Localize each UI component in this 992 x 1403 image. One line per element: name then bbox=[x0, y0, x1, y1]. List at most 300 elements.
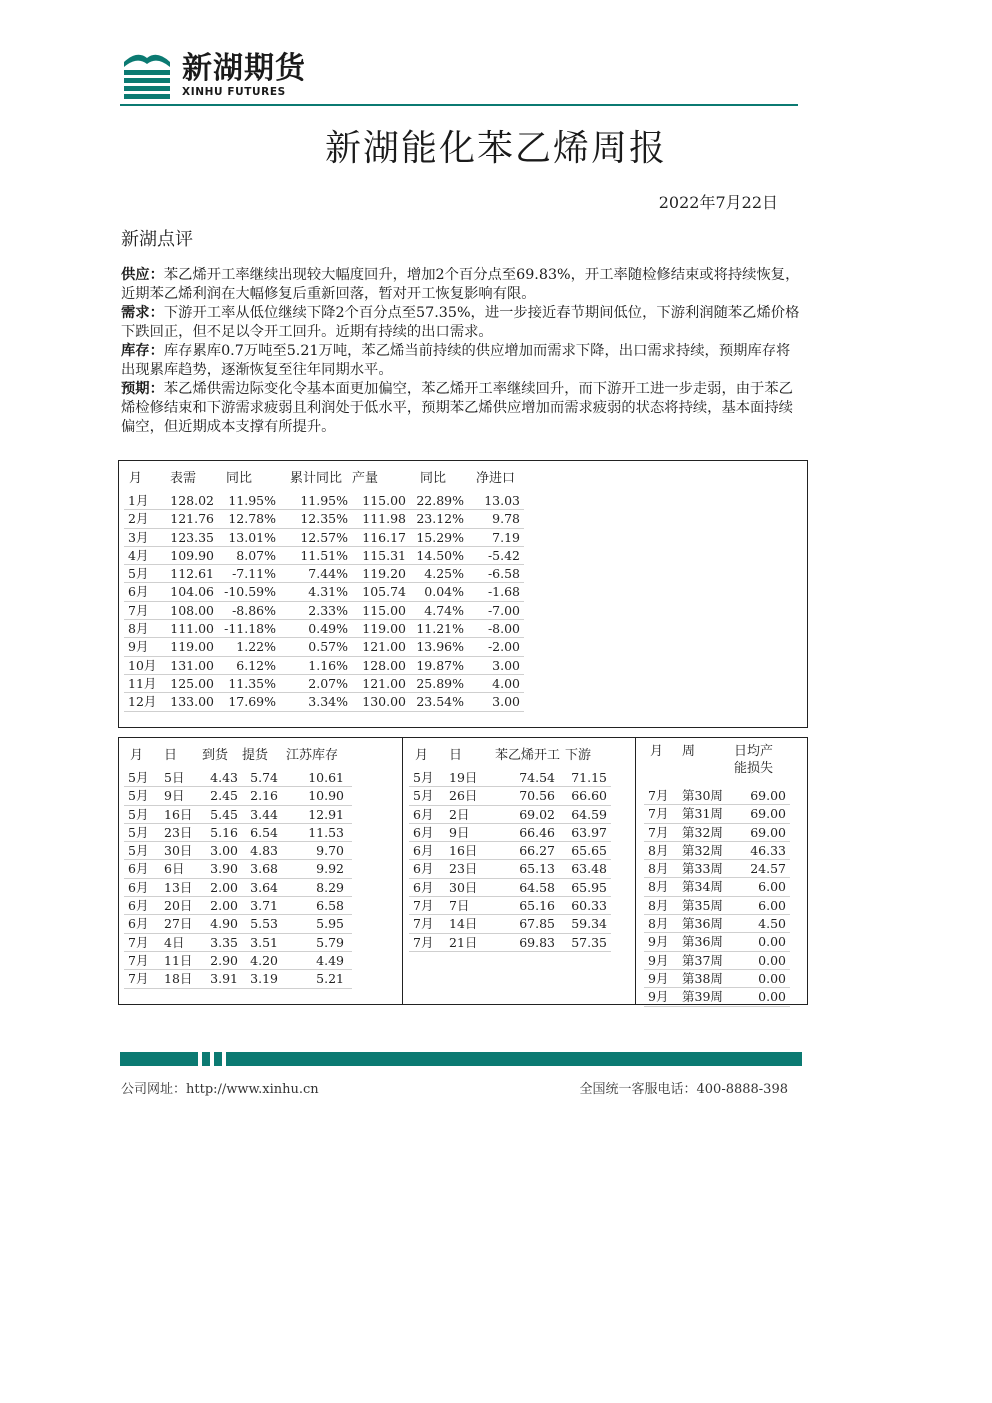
table-cell: 4.49 bbox=[282, 951, 352, 969]
table-cell: 0.00 bbox=[732, 969, 790, 987]
table-row bbox=[124, 620, 524, 638]
table-cell: 5月 bbox=[124, 823, 158, 841]
table-cell: 1月 bbox=[124, 492, 162, 510]
table-cell: 6月 bbox=[409, 860, 443, 878]
monthly-balance-panel bbox=[118, 460, 808, 728]
table-row bbox=[644, 878, 790, 896]
table-row bbox=[409, 842, 611, 860]
table-cell: 4.00 bbox=[468, 674, 524, 692]
table-cell: 5月 bbox=[124, 787, 158, 805]
footer-hotline: 全国统一客服电话：400-8888-398 bbox=[579, 1082, 788, 1097]
table-row bbox=[644, 933, 790, 951]
table-header-row bbox=[644, 743, 790, 787]
brand-name-cn: 新湖期货 bbox=[182, 51, 306, 86]
table-cell: 65.65 bbox=[565, 842, 611, 860]
table-cell: 65.95 bbox=[565, 878, 611, 896]
table-cell: 128.02 bbox=[162, 492, 218, 510]
table-row bbox=[124, 492, 524, 510]
table-cell: 10.61 bbox=[282, 769, 352, 787]
table-cell: 111.98 bbox=[352, 510, 410, 528]
table-cell: 6.58 bbox=[282, 897, 352, 915]
table-cell: 13.03 bbox=[468, 492, 524, 510]
table-cell: 18日 bbox=[158, 970, 202, 988]
brand-name-en: XINHU FUTURES bbox=[182, 86, 286, 98]
table-cell: 1.16% bbox=[280, 656, 352, 674]
column-header: 产量 bbox=[352, 471, 379, 487]
table-cell: 7月 bbox=[124, 951, 158, 969]
table-cell: 115.00 bbox=[352, 601, 410, 619]
table-cell: 第36周 bbox=[678, 933, 732, 951]
table-row bbox=[644, 951, 790, 969]
table-cell: 64.59 bbox=[565, 805, 611, 823]
capacity-loss-panel bbox=[635, 737, 808, 1005]
table-cell: 63.97 bbox=[565, 823, 611, 841]
table-cell: 3月 bbox=[124, 528, 162, 546]
table-row bbox=[124, 823, 352, 841]
table-row bbox=[124, 769, 352, 787]
table-cell: 1.22% bbox=[218, 638, 280, 656]
footer-bar-segment bbox=[202, 1052, 210, 1066]
table-cell: 7月 bbox=[644, 805, 678, 823]
table-cell: 0.49% bbox=[280, 620, 352, 638]
column-header: 下游 bbox=[565, 748, 592, 764]
table-cell: 2.33% bbox=[280, 601, 352, 619]
table-row bbox=[409, 805, 611, 823]
table-cell: 第32周 bbox=[678, 823, 732, 841]
table-cell: 第38周 bbox=[678, 969, 732, 987]
table-cell: 19.87% bbox=[410, 656, 468, 674]
table-cell: 71.15 bbox=[565, 769, 611, 787]
column-header: 日 bbox=[449, 748, 463, 764]
table-cell: 11.53 bbox=[282, 823, 352, 841]
table-row bbox=[124, 897, 352, 915]
table-cell: 5.95 bbox=[282, 915, 352, 933]
table-row bbox=[124, 583, 524, 601]
column-header: 月 bbox=[650, 744, 664, 759]
table-cell: 2.00 bbox=[202, 878, 242, 896]
table-cell: 2.45 bbox=[202, 787, 242, 805]
table-cell: 14.50% bbox=[410, 546, 468, 564]
table-row bbox=[644, 915, 790, 933]
table-row bbox=[124, 693, 524, 711]
table-cell: -7.11% bbox=[218, 565, 280, 583]
table-cell: 3.68 bbox=[242, 860, 282, 878]
table-cell: -8.86% bbox=[218, 601, 280, 619]
table-cell: 8月 bbox=[644, 878, 678, 896]
commentary-text: 苯乙烯供需边际变化令基本面更加偏空，苯乙烯开工率继续回升，而下游开工进一步走弱，由于苯乙烯检修结束和下游需求疲弱且利润处于低水平，预期苯乙烯供应增加而需求疲弱的状态将持续，基本面持续偏空，但近期成本支撑有所提升。 bbox=[121, 381, 793, 435]
table-cell: 9日 bbox=[443, 823, 495, 841]
commentary-supply bbox=[121, 266, 801, 304]
table-cell: 4.50 bbox=[732, 915, 790, 933]
table-row bbox=[124, 674, 524, 692]
table-cell: 3.71 bbox=[242, 897, 282, 915]
table-cell: 7月 bbox=[409, 933, 443, 951]
column-header: 表需 bbox=[170, 471, 197, 487]
table-cell: 20日 bbox=[158, 897, 202, 915]
capacity-loss-table bbox=[644, 743, 790, 1007]
table-cell: 9日 bbox=[158, 787, 202, 805]
table-cell: 64.58 bbox=[495, 878, 565, 896]
table-cell: 105.74 bbox=[352, 583, 410, 601]
table-cell: 7.19 bbox=[468, 528, 524, 546]
table-cell: 2月 bbox=[124, 510, 162, 528]
table-cell: 12.57% bbox=[280, 528, 352, 546]
table-cell: 112.61 bbox=[162, 565, 218, 583]
operating-rate-panel bbox=[402, 737, 636, 1005]
table-header-row bbox=[124, 743, 352, 769]
table-cell: 3.90 bbox=[202, 860, 242, 878]
table-cell: 128.00 bbox=[352, 656, 410, 674]
table-cell: 11.51% bbox=[280, 546, 352, 564]
monthly-balance-table bbox=[124, 466, 524, 712]
table-row bbox=[124, 915, 352, 933]
table-row bbox=[409, 897, 611, 915]
table-row bbox=[124, 933, 352, 951]
column-header: 到货 bbox=[202, 748, 229, 764]
table-cell: 0.00 bbox=[732, 933, 790, 951]
table-cell: 9月 bbox=[644, 988, 678, 1006]
table-row bbox=[644, 969, 790, 987]
table-cell: 27日 bbox=[158, 915, 202, 933]
table-cell: 69.00 bbox=[732, 823, 790, 841]
table-cell: 3.51 bbox=[242, 933, 282, 951]
table-cell: 9月 bbox=[644, 933, 678, 951]
commentary-demand bbox=[121, 304, 801, 342]
table-cell: 第34周 bbox=[678, 878, 732, 896]
table-cell: 13.96% bbox=[410, 638, 468, 656]
table-cell: 4.43 bbox=[202, 769, 242, 787]
table-row bbox=[409, 787, 611, 805]
table-cell: 10.90 bbox=[282, 787, 352, 805]
table-cell: 74.54 bbox=[495, 769, 565, 787]
section-title: 新湖点评 bbox=[121, 229, 193, 250]
column-header-capacity-loss bbox=[732, 743, 790, 787]
table-cell: 8月 bbox=[644, 896, 678, 914]
table-cell: 119.00 bbox=[352, 620, 410, 638]
table-row bbox=[644, 988, 790, 1006]
column-header: 月 bbox=[415, 748, 429, 764]
table-cell: 69.00 bbox=[732, 805, 790, 823]
table-cell: 第36周 bbox=[678, 915, 732, 933]
table-cell: 65.16 bbox=[495, 897, 565, 915]
table-cell: 5.16 bbox=[202, 823, 242, 841]
inventory-table bbox=[124, 743, 352, 989]
table-cell: 4日 bbox=[158, 933, 202, 951]
table-cell: 69.02 bbox=[495, 805, 565, 823]
table-cell: 12.78% bbox=[218, 510, 280, 528]
commentary-label: 需求： bbox=[121, 305, 164, 321]
table-cell: 12月 bbox=[124, 693, 162, 711]
table-cell: 23.54% bbox=[410, 693, 468, 711]
table-cell: 3.19 bbox=[242, 970, 282, 988]
footer-bar bbox=[120, 1052, 802, 1066]
table-cell: 66.27 bbox=[495, 842, 565, 860]
table-cell: 8月 bbox=[644, 860, 678, 878]
operating-rate-table bbox=[409, 743, 611, 952]
table-header-row bbox=[124, 466, 524, 492]
table-cell: 121.00 bbox=[352, 674, 410, 692]
inventory-panel bbox=[118, 737, 403, 1005]
table-cell: 6月 bbox=[409, 842, 443, 860]
table-cell: 8月 bbox=[644, 841, 678, 859]
table-cell: 3.91 bbox=[202, 970, 242, 988]
column-header-line: 能损失 bbox=[734, 761, 774, 776]
table-cell: 0.04% bbox=[410, 583, 468, 601]
table-row bbox=[124, 638, 524, 656]
table-cell: 5月 bbox=[409, 769, 443, 787]
table-cell: 2.16 bbox=[242, 787, 282, 805]
report-title: 新湖能化苯乙烯周报 bbox=[324, 128, 667, 169]
table-cell: 4月 bbox=[124, 546, 162, 564]
table-cell: -2.00 bbox=[468, 638, 524, 656]
table-row bbox=[409, 823, 611, 841]
column-header: 净进口 bbox=[476, 471, 516, 487]
table-cell: 119.20 bbox=[352, 565, 410, 583]
table-cell: 6.00 bbox=[732, 896, 790, 914]
commentary-text: 库存累库0.7万吨至5.21万吨，苯乙烯当前持续的供应增加而需求下降，出口需求持续，预期库存将出现累库趋势，逐渐恢复至往年同期水平。 bbox=[121, 343, 791, 378]
table-cell: 8.29 bbox=[282, 878, 352, 896]
commentary-label: 库存： bbox=[121, 343, 164, 359]
table-cell: 46.33 bbox=[732, 841, 790, 859]
table-header-row bbox=[409, 743, 611, 769]
table-cell: 130.00 bbox=[352, 693, 410, 711]
table-cell: 11日 bbox=[158, 951, 202, 969]
table-cell: 第35周 bbox=[678, 896, 732, 914]
footer-website: 公司网址：http://www.xinhu.cn bbox=[121, 1082, 319, 1097]
table-cell: 59.34 bbox=[565, 915, 611, 933]
table-cell: 第39周 bbox=[678, 988, 732, 1006]
waves-logo-icon bbox=[120, 48, 174, 102]
table-cell: 4.90 bbox=[202, 915, 242, 933]
table-row bbox=[124, 565, 524, 583]
table-cell: 5.21 bbox=[282, 970, 352, 988]
table-cell: -8.00 bbox=[468, 620, 524, 638]
table-cell: -6.58 bbox=[468, 565, 524, 583]
column-header: 月 bbox=[129, 471, 143, 487]
table-row bbox=[124, 510, 524, 528]
table-cell: 57.35 bbox=[565, 933, 611, 951]
table-row bbox=[124, 787, 352, 805]
table-cell: 9月 bbox=[124, 638, 162, 656]
column-header: 江苏库存 bbox=[286, 748, 339, 764]
table-cell: 第33周 bbox=[678, 860, 732, 878]
table-cell: 9.78 bbox=[468, 510, 524, 528]
table-cell: 115.31 bbox=[352, 546, 410, 564]
table-cell: 7月 bbox=[124, 970, 158, 988]
table-cell: 9月 bbox=[644, 969, 678, 987]
table-cell: 6月 bbox=[124, 897, 158, 915]
table-cell: 5月 bbox=[124, 769, 158, 787]
table-cell: 6月 bbox=[409, 805, 443, 823]
table-cell: 125.00 bbox=[162, 674, 218, 692]
table-cell: 4.74% bbox=[410, 601, 468, 619]
column-header: 提货 bbox=[242, 748, 269, 764]
table-cell: 133.00 bbox=[162, 693, 218, 711]
table-cell: 4.31% bbox=[280, 583, 352, 601]
table-cell: 11.95% bbox=[218, 492, 280, 510]
table-cell: 23.12% bbox=[410, 510, 468, 528]
table-row bbox=[124, 546, 524, 564]
table-cell: 11.21% bbox=[410, 620, 468, 638]
table-cell: 30日 bbox=[443, 878, 495, 896]
commentary-label: 供应： bbox=[121, 267, 164, 283]
table-cell: -10.59% bbox=[218, 583, 280, 601]
table-cell: 7月 bbox=[644, 787, 678, 805]
table-cell: 3.64 bbox=[242, 878, 282, 896]
table-cell: 3.34% bbox=[280, 693, 352, 711]
table-cell: 22.89% bbox=[410, 492, 468, 510]
table-cell: 123.35 bbox=[162, 528, 218, 546]
table-cell: 第31周 bbox=[678, 805, 732, 823]
table-cell: 2日 bbox=[443, 805, 495, 823]
column-header: 月 bbox=[130, 748, 144, 764]
table-row bbox=[124, 528, 524, 546]
table-cell: 6日 bbox=[158, 860, 202, 878]
monthly-table-body bbox=[124, 492, 524, 711]
table-cell: 116.17 bbox=[352, 528, 410, 546]
table-cell: 6月 bbox=[409, 823, 443, 841]
table-cell: 第30周 bbox=[678, 787, 732, 805]
table-cell: 9.92 bbox=[282, 860, 352, 878]
table-cell: 30日 bbox=[158, 842, 202, 860]
table-cell: 8月 bbox=[644, 915, 678, 933]
table-cell: 60.33 bbox=[565, 897, 611, 915]
table-cell: 21日 bbox=[443, 933, 495, 951]
table-cell: 6.00 bbox=[732, 878, 790, 896]
table-cell: 7月 bbox=[644, 823, 678, 841]
table-cell: 13.01% bbox=[218, 528, 280, 546]
table-cell: 12.35% bbox=[280, 510, 352, 528]
table-cell: 69.00 bbox=[732, 787, 790, 805]
commentary-text: 苯乙烯开工率继续出现较大幅度回升，增加2个百分点至69.83%，开工率随检修结束或将持续恢复，近期苯乙烯利润在大幅修复后重新回落，暂对开工恢复影响有限。 bbox=[121, 267, 800, 302]
table-cell: -11.18% bbox=[218, 620, 280, 638]
table-cell: 16日 bbox=[443, 842, 495, 860]
table-row bbox=[644, 841, 790, 859]
table-cell: -7.00 bbox=[468, 601, 524, 619]
capacity-loss-table-body bbox=[644, 787, 790, 1006]
commentary-text: 下游开工率从低位继续下降2个百分点至57.35%，进一步接近春节期间低位，下游利润随苯乙烯价格下跌回正，但不足以令开工回升。近期有持续的出口需求。 bbox=[121, 305, 800, 340]
table-cell: 0.00 bbox=[732, 951, 790, 969]
table-cell: 108.00 bbox=[162, 601, 218, 619]
brand-logo bbox=[120, 48, 310, 102]
table-row bbox=[124, 970, 352, 988]
commentary-outlook bbox=[121, 380, 801, 437]
commentary-inventory bbox=[121, 342, 801, 380]
table-row bbox=[124, 878, 352, 896]
header-divider bbox=[120, 104, 798, 106]
column-header: 累计同比 bbox=[290, 471, 343, 487]
table-cell: 5.45 bbox=[202, 805, 242, 823]
table-cell: 4.20 bbox=[242, 951, 282, 969]
table-cell: 67.85 bbox=[495, 915, 565, 933]
table-cell: 7月 bbox=[409, 897, 443, 915]
table-row bbox=[409, 769, 611, 787]
table-cell: 104.06 bbox=[162, 583, 218, 601]
table-cell: 5月 bbox=[124, 842, 158, 860]
table-cell: 8月 bbox=[124, 620, 162, 638]
table-row bbox=[409, 860, 611, 878]
table-row bbox=[409, 933, 611, 951]
table-cell: 3.00 bbox=[468, 693, 524, 711]
table-cell: 70.56 bbox=[495, 787, 565, 805]
table-cell: 6月 bbox=[124, 860, 158, 878]
table-cell: 24.57 bbox=[732, 860, 790, 878]
report-date: 2022年7月22日 bbox=[658, 193, 778, 212]
table-cell: 5月 bbox=[124, 565, 162, 583]
table-cell: 66.60 bbox=[565, 787, 611, 805]
table-cell: 7.44% bbox=[280, 565, 352, 583]
table-cell: 66.46 bbox=[495, 823, 565, 841]
table-row bbox=[644, 823, 790, 841]
footer-bar-segment bbox=[214, 1052, 222, 1066]
table-cell: 4.83 bbox=[242, 842, 282, 860]
table-cell: 131.00 bbox=[162, 656, 218, 674]
table-cell: 121.76 bbox=[162, 510, 218, 528]
table-cell: 3.44 bbox=[242, 805, 282, 823]
table-cell: 119.00 bbox=[162, 638, 218, 656]
table-cell: 6月 bbox=[124, 915, 158, 933]
table-cell: 5.53 bbox=[242, 915, 282, 933]
table-row bbox=[644, 896, 790, 914]
table-cell: -5.42 bbox=[468, 546, 524, 564]
table-cell: 65.13 bbox=[495, 860, 565, 878]
table-row bbox=[124, 805, 352, 823]
table-cell: 26日 bbox=[443, 787, 495, 805]
table-cell: 13日 bbox=[158, 878, 202, 896]
inventory-table-body bbox=[124, 769, 352, 988]
table-cell: 115.00 bbox=[352, 492, 410, 510]
table-cell: 5月 bbox=[124, 805, 158, 823]
table-row bbox=[644, 787, 790, 805]
table-row bbox=[644, 860, 790, 878]
table-row bbox=[644, 805, 790, 823]
table-cell: 12.91 bbox=[282, 805, 352, 823]
table-cell: 3.00 bbox=[468, 656, 524, 674]
table-cell: 10月 bbox=[124, 656, 162, 674]
table-cell: 9.70 bbox=[282, 842, 352, 860]
table-cell: 109.90 bbox=[162, 546, 218, 564]
commentary-label: 预期： bbox=[121, 381, 164, 397]
table-row bbox=[124, 601, 524, 619]
table-cell: 第32周 bbox=[678, 841, 732, 859]
table-cell: 9月 bbox=[644, 951, 678, 969]
table-cell: 6月 bbox=[124, 878, 158, 896]
column-header: 同比 bbox=[226, 471, 253, 487]
column-header: 周 bbox=[682, 744, 696, 759]
table-cell: 5.79 bbox=[282, 933, 352, 951]
table-cell: 23日 bbox=[443, 860, 495, 878]
operating-rate-table-body bbox=[409, 769, 611, 951]
table-cell: 23日 bbox=[158, 823, 202, 841]
table-cell: 7月 bbox=[124, 933, 158, 951]
table-cell: 19日 bbox=[443, 769, 495, 787]
table-cell: 5日 bbox=[158, 769, 202, 787]
table-row bbox=[124, 860, 352, 878]
table-cell: 2.90 bbox=[202, 951, 242, 969]
table-cell: 15.29% bbox=[410, 528, 468, 546]
table-cell: 7月 bbox=[124, 601, 162, 619]
column-header-line: 日均产 bbox=[734, 744, 774, 759]
table-cell: 6月 bbox=[409, 878, 443, 896]
footer-bar-segment bbox=[226, 1052, 802, 1066]
table-cell: 6月 bbox=[124, 583, 162, 601]
table-row bbox=[409, 915, 611, 933]
table-cell: 2.00 bbox=[202, 897, 242, 915]
table-cell: 7月 bbox=[409, 915, 443, 933]
column-header: 苯乙烯开工 bbox=[495, 748, 561, 764]
table-cell: 5.74 bbox=[242, 769, 282, 787]
table-cell: 111.00 bbox=[162, 620, 218, 638]
